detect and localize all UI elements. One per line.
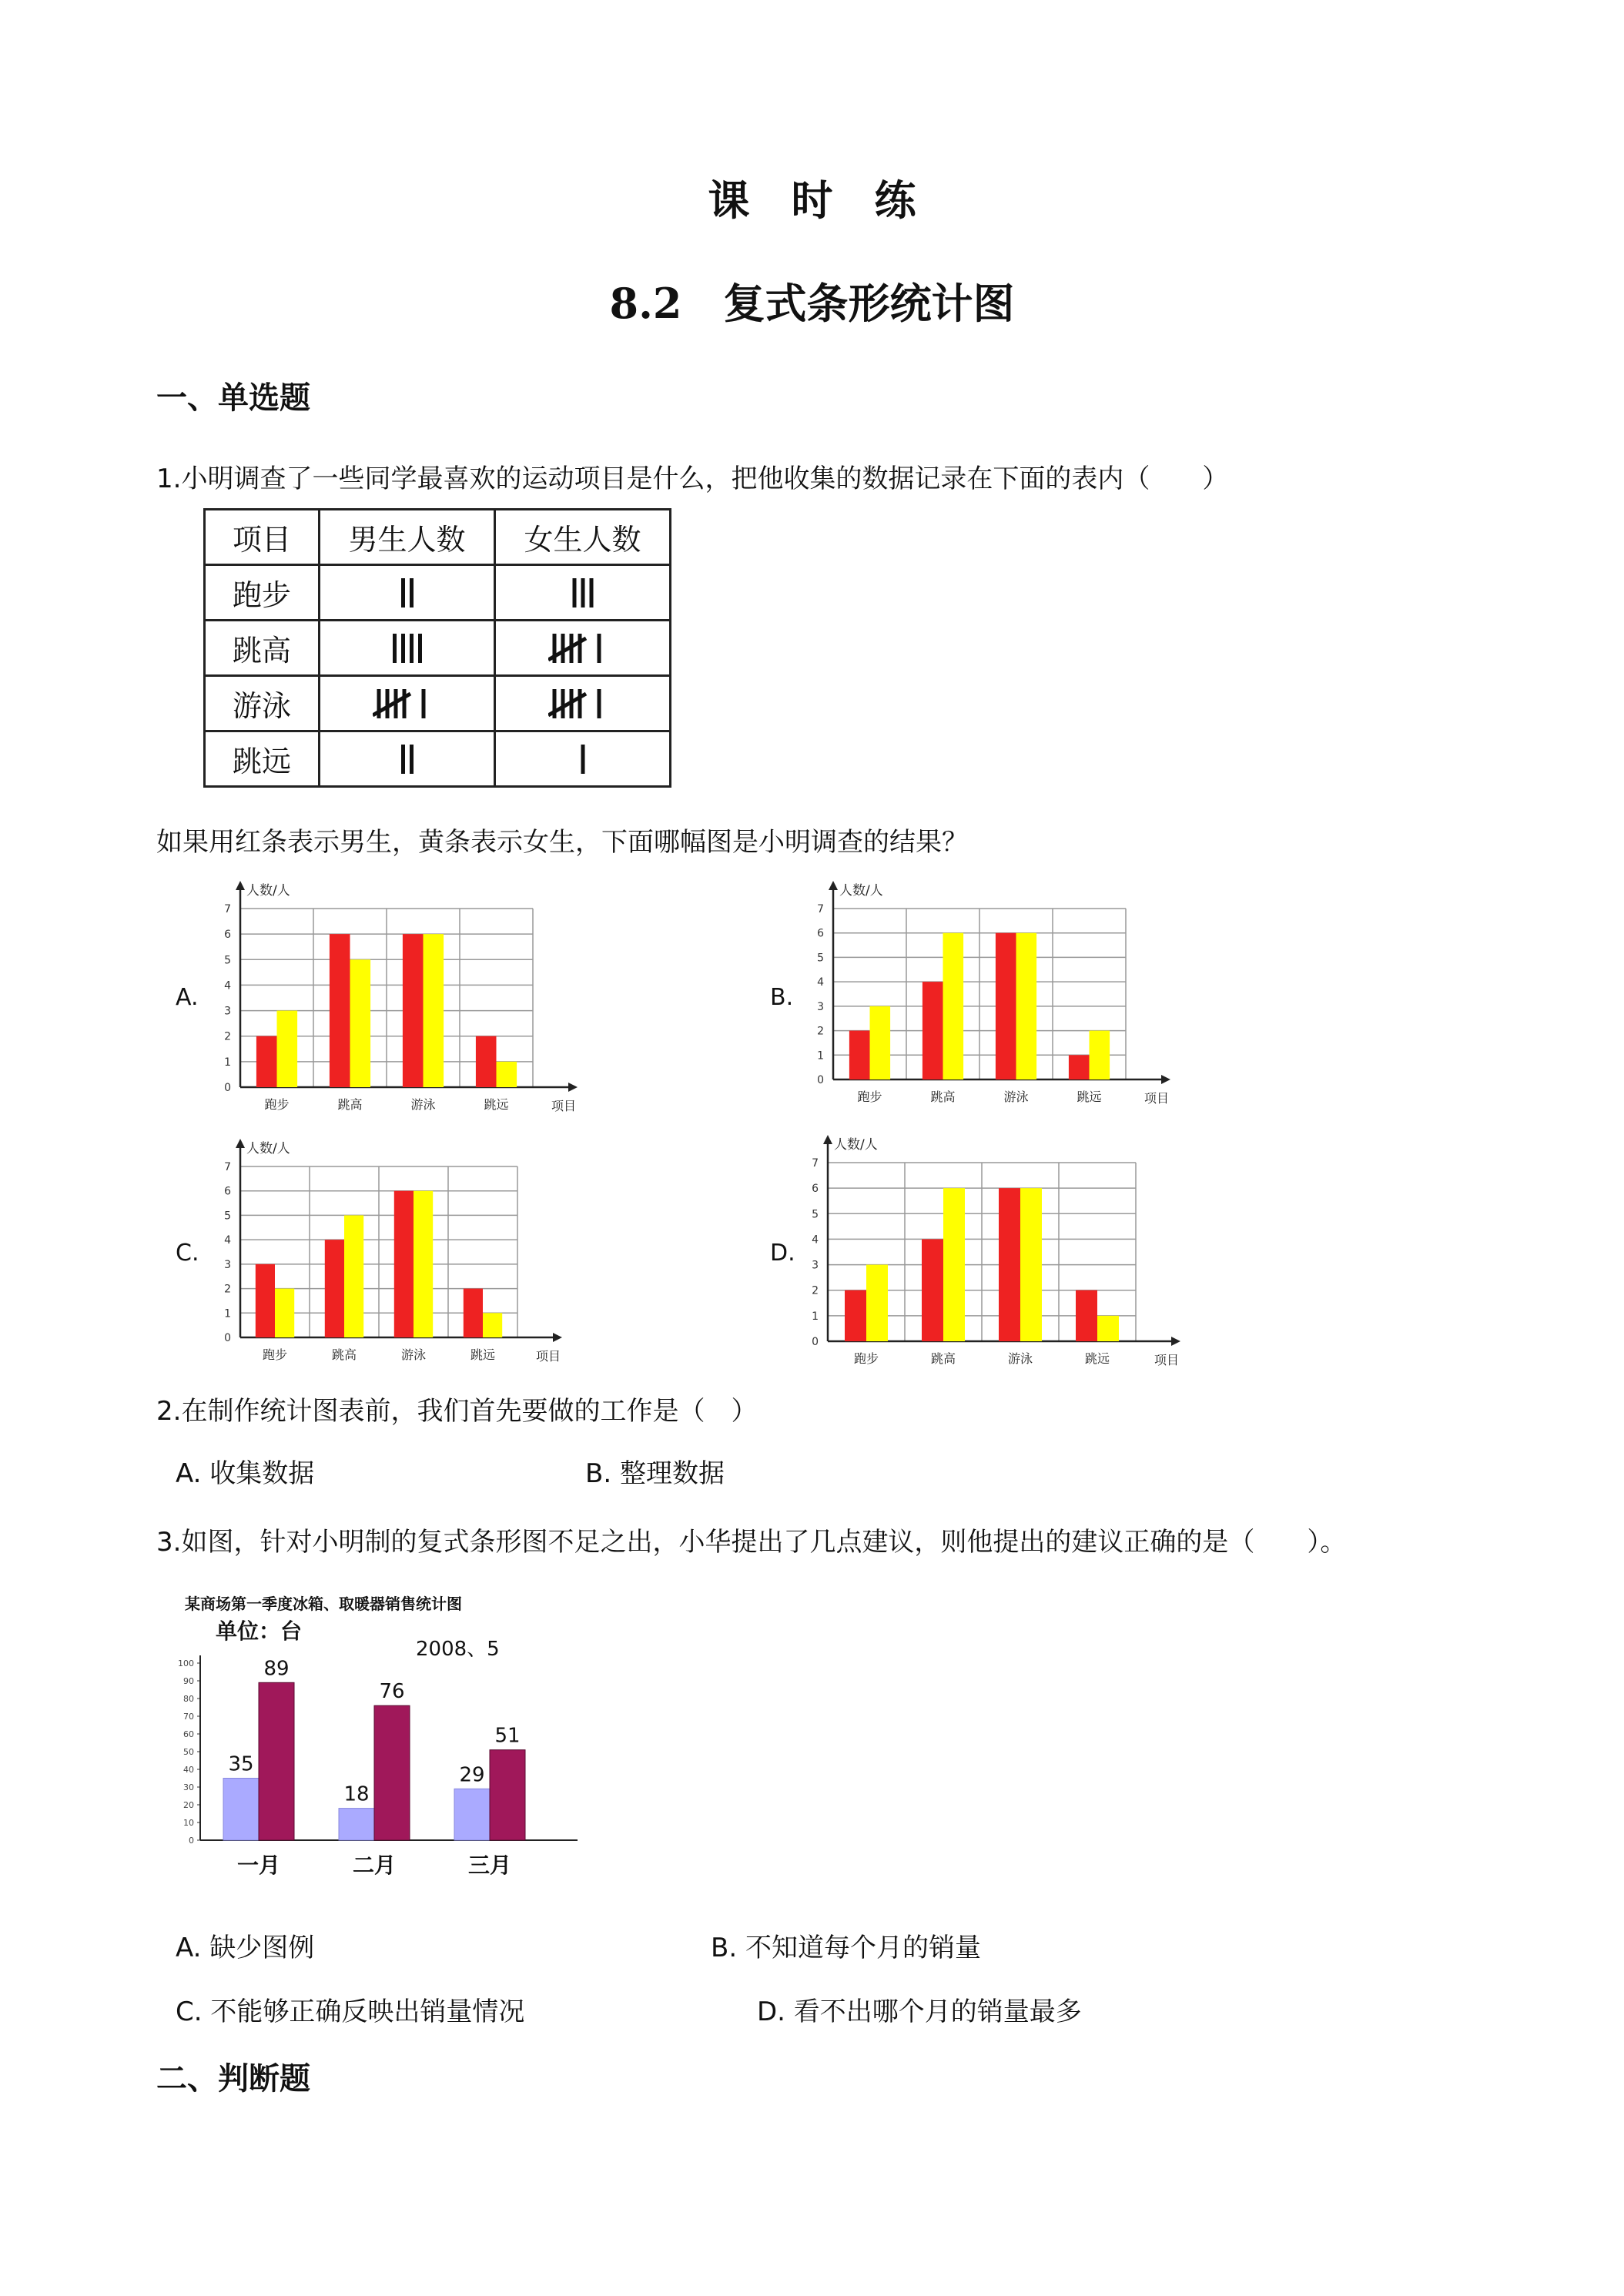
- bar-heater: [490, 1750, 525, 1840]
- bar-chart-d: [789, 1132, 1205, 1371]
- tally-strokes: [548, 628, 618, 669]
- y-axis-arrow-icon: [236, 1139, 245, 1148]
- data-label: 89: [263, 1657, 290, 1681]
- table-row: [205, 676, 671, 731]
- x-tick-label: 三月: [467, 1853, 512, 1878]
- y-tick-label: 1: [817, 1049, 824, 1063]
- tally-mark-icon: [496, 628, 669, 669]
- table-cell-item: 跳远: [205, 731, 320, 787]
- bar-girls: [943, 1188, 965, 1341]
- x-tick-label: 一月: [236, 1853, 281, 1878]
- y-tick-label: 7: [224, 1161, 231, 1173]
- x-axis-label: 项目: [1143, 1091, 1170, 1106]
- y-tick-label: 0: [189, 1836, 194, 1846]
- bar-chart-b: [795, 878, 1195, 1109]
- x-tick-label: 跳高: [337, 1097, 363, 1112]
- y-tick-label: 1: [812, 1310, 819, 1323]
- x-tick-label: 跑步: [264, 1097, 290, 1112]
- x-tick-label: 游泳: [1007, 1351, 1033, 1366]
- y-axis-arrow-icon: [236, 881, 245, 890]
- tally-mark-icon: [496, 683, 669, 725]
- y-tick-label: 60: [183, 1729, 194, 1739]
- question-3-stem: 3.如图，针对小明制的复式条形图不足之出，小华提出了几点建议，则他提出的建议正确的是（ ）。: [156, 1527, 1347, 1558]
- x-axis-arrow-icon: [568, 1083, 578, 1092]
- y-tick-label: 1: [224, 1307, 231, 1320]
- tally-strokes: [373, 683, 442, 725]
- bar-girls: [424, 934, 444, 1087]
- y-tick-label: 4: [224, 1234, 231, 1247]
- y-tick-label: 7: [812, 1157, 819, 1170]
- y-tick-label: 4: [817, 976, 824, 989]
- x-tick-label: 游泳: [410, 1097, 436, 1112]
- y-axis-label: 人数/人: [834, 1137, 878, 1153]
- bar-girls: [275, 1289, 294, 1337]
- y-tick-label: 10: [183, 1818, 194, 1828]
- data-label: 51: [494, 1724, 521, 1748]
- table-cell-item: 游泳: [205, 676, 320, 731]
- bar-fridge: [223, 1779, 259, 1841]
- x-tick-label: 跳高: [331, 1347, 357, 1362]
- tally-strokes: [373, 628, 442, 669]
- data-label: 18: [343, 1782, 370, 1806]
- bar-boys: [845, 1290, 866, 1341]
- x-axis-label: 项目: [551, 1099, 577, 1113]
- data-label: 35: [228, 1752, 254, 1776]
- sales-chart-unit: 单位：台: [216, 1618, 303, 1644]
- bar-fridge: [339, 1809, 374, 1840]
- x-tick-label: 跑步: [857, 1089, 882, 1104]
- sales-bar-chart: [169, 1594, 585, 1886]
- bar-girls: [1020, 1188, 1042, 1341]
- bar-girls: [870, 1006, 891, 1079]
- q3-option-c[interactable]: C. 不能够正确反映出销量情况: [176, 1996, 525, 2027]
- bar-girls: [497, 1062, 517, 1087]
- x-tick-label: 跑步: [262, 1347, 288, 1362]
- tally-mark-icon: [320, 738, 494, 780]
- question-2-stem: 2.在制作统计图表前，我们首先要做的工作是（ ）: [156, 1396, 758, 1427]
- chart-option-c[interactable]: [202, 1136, 587, 1370]
- y-tick-label: 6: [812, 1183, 819, 1196]
- y-tick-label: 0: [812, 1336, 819, 1348]
- option-label-c[interactable]: C.: [176, 1240, 199, 1267]
- y-tick-label: 7: [224, 903, 231, 915]
- bar-heater: [259, 1682, 294, 1840]
- y-tick-label: 7: [817, 903, 824, 915]
- question-1-stem: 1.小明调查了一些同学最喜欢的运动项目是什么，把他收集的数据记录在下面的表内（ ）: [156, 464, 1229, 494]
- lesson-title: 8.2 复式条形统计图: [609, 279, 1015, 328]
- y-tick-label: 5: [224, 954, 231, 967]
- bar-boys: [996, 933, 1016, 1079]
- x-axis-arrow-icon: [1161, 1075, 1170, 1084]
- bar-girls: [483, 1313, 502, 1337]
- bar-boys: [476, 1036, 497, 1087]
- sales-chart: [169, 1594, 585, 1889]
- x-tick-label: 跳远: [470, 1347, 496, 1362]
- bar-boys: [330, 934, 350, 1087]
- x-tick-label: 游泳: [400, 1347, 427, 1362]
- y-tick-label: 5: [812, 1208, 819, 1221]
- tally-table: [203, 508, 671, 788]
- bar-girls: [1016, 933, 1037, 1079]
- q2-option-a[interactable]: A. 收集数据: [176, 1458, 315, 1489]
- tally-strokes: [548, 738, 618, 780]
- sales-chart-date: 2008、5: [416, 1638, 500, 1661]
- q3-option-d[interactable]: D. 看不出哪个月的销量最多: [757, 1996, 1082, 2027]
- y-tick-label: 6: [224, 1185, 231, 1198]
- y-tick-label: 0: [224, 1082, 231, 1094]
- x-tick-label: 跳高: [930, 1351, 956, 1366]
- x-tick-label: 二月: [352, 1853, 397, 1878]
- tally-cell: [495, 565, 671, 621]
- table-header: 男生人数: [320, 510, 495, 565]
- table-cell-item: 跳高: [205, 621, 320, 676]
- tally-strokes: [373, 738, 442, 780]
- bar-boys: [922, 1239, 943, 1341]
- sales-chart-title: 某商场第一季度冰箱、取暖器销售统计图: [185, 1595, 462, 1613]
- tally-strokes: [548, 572, 618, 614]
- y-tick-label: 4: [224, 979, 231, 992]
- y-tick-label: 20: [183, 1800, 194, 1810]
- x-tick-label: 跳远: [484, 1097, 509, 1112]
- x-axis-label: 项目: [535, 1349, 561, 1364]
- bar-boys: [1076, 1290, 1097, 1341]
- tally-strokes: [373, 572, 442, 614]
- bar-chart-a: [202, 878, 602, 1116]
- x-axis-arrow-icon: [1171, 1337, 1180, 1346]
- y-tick-label: 2: [224, 1030, 231, 1043]
- y-tick-label: 1: [224, 1056, 231, 1069]
- tally-cell: [495, 731, 671, 787]
- bar-boys: [394, 1191, 414, 1337]
- y-tick-label: 80: [183, 1694, 194, 1704]
- chart-option-b[interactable]: [795, 878, 1195, 1112]
- bar-boys: [325, 1240, 344, 1337]
- bar-girls: [350, 959, 371, 1087]
- tally-cell: [320, 731, 495, 787]
- table-header: 项目: [205, 510, 320, 565]
- bar-girls: [943, 933, 964, 1079]
- y-tick-label: 6: [224, 929, 231, 942]
- table-cell-item: 跑步: [205, 565, 320, 621]
- y-tick-label: 5: [224, 1210, 231, 1223]
- bar-girls: [277, 1011, 298, 1087]
- tally-mark-icon: [320, 683, 494, 725]
- y-tick-label: 2: [224, 1283, 231, 1296]
- tally-mark-icon: [320, 628, 494, 669]
- bar-heater: [374, 1705, 410, 1840]
- x-tick-label: 跳远: [1077, 1089, 1102, 1104]
- option-label-a[interactable]: A.: [176, 984, 199, 1011]
- y-tick-label: 30: [183, 1782, 194, 1792]
- bar-girls: [414, 1191, 433, 1337]
- y-tick-label: 3: [812, 1259, 819, 1272]
- bar-girls: [1090, 1031, 1110, 1079]
- bar-girls: [344, 1215, 363, 1337]
- bar-fridge: [454, 1789, 490, 1840]
- tally-cell: [495, 621, 671, 676]
- y-tick-label: 2: [817, 1025, 824, 1038]
- page-title: 课 时 练: [708, 176, 916, 225]
- bar-boys: [1069, 1055, 1090, 1079]
- data-label: 29: [459, 1763, 485, 1787]
- y-axis-label: 人数/人: [246, 1141, 290, 1156]
- x-axis-arrow-icon: [553, 1333, 562, 1342]
- table-row: [205, 621, 671, 676]
- bar-boys: [464, 1289, 483, 1337]
- bar-boys: [849, 1031, 870, 1079]
- q3-option-b[interactable]: B. 不知道每个月的销量: [711, 1933, 981, 1963]
- bar-boys: [256, 1036, 277, 1087]
- tally-cell: [495, 676, 671, 731]
- tally-cell: [320, 621, 495, 676]
- x-tick-label: 跳高: [930, 1089, 956, 1104]
- y-tick-label: 0: [817, 1074, 824, 1086]
- table-header: 女生人数: [495, 510, 671, 565]
- option-label-b[interactable]: B.: [770, 984, 794, 1011]
- tally-mark-icon: [496, 572, 669, 614]
- table-row: [205, 565, 671, 621]
- y-tick-label: 4: [812, 1233, 819, 1247]
- section-title-single-choice: 一、单选题: [156, 380, 310, 416]
- y-tick-label: 2: [812, 1284, 819, 1297]
- y-axis-arrow-icon: [829, 881, 838, 890]
- q3-option-a[interactable]: A. 缺少图例: [176, 1933, 315, 1963]
- y-tick-label: 3: [224, 1258, 231, 1271]
- x-tick-label: 跳远: [1084, 1351, 1110, 1366]
- y-tick-label: 6: [817, 927, 824, 940]
- y-tick-label: 90: [183, 1676, 194, 1686]
- y-axis-label: 人数/人: [246, 883, 290, 899]
- y-tick-label: 70: [183, 1712, 194, 1722]
- table-row: [205, 731, 671, 787]
- tally-mark-icon: [496, 738, 669, 780]
- bar-boys: [922, 982, 943, 1079]
- x-tick-label: 跑步: [853, 1351, 879, 1366]
- tally-cell: [320, 565, 495, 621]
- y-axis-label: 人数/人: [839, 883, 883, 899]
- chart-option-d[interactable]: [789, 1132, 1205, 1374]
- x-axis-label: 项目: [1154, 1353, 1180, 1367]
- y-tick-label: 3: [224, 1005, 231, 1018]
- table-header-row: [205, 510, 671, 565]
- bar-boys: [256, 1264, 275, 1337]
- x-tick-label: 游泳: [1003, 1089, 1029, 1104]
- tally-mark-icon: [320, 572, 494, 614]
- y-tick-label: 40: [183, 1765, 194, 1775]
- y-tick-label: 5: [817, 952, 824, 965]
- q2-option-b[interactable]: B. 整理数据: [585, 1458, 725, 1489]
- chart-option-a[interactable]: [202, 878, 602, 1120]
- bar-girls: [866, 1265, 888, 1341]
- y-tick-label: 3: [817, 1000, 824, 1013]
- y-tick-label: 50: [183, 1747, 194, 1757]
- y-axis-arrow-icon: [823, 1135, 832, 1144]
- section-title-judgment: 二、判断题: [156, 2060, 310, 2097]
- bar-boys: [999, 1188, 1020, 1341]
- tally-strokes: [548, 683, 618, 725]
- tally-cell: [320, 676, 495, 731]
- bar-boys: [403, 934, 424, 1087]
- option-label-d[interactable]: D.: [770, 1240, 795, 1267]
- question-1-prompt: 如果用红条表示男生，黄条表示女生，下面哪幅图是小明调查的结果？: [156, 827, 968, 858]
- data-label: 76: [379, 1680, 405, 1704]
- bar-chart-c: [202, 1136, 587, 1367]
- bar-girls: [1097, 1316, 1119, 1341]
- y-tick-label: 0: [224, 1332, 231, 1344]
- y-tick-label: 100: [178, 1658, 194, 1668]
